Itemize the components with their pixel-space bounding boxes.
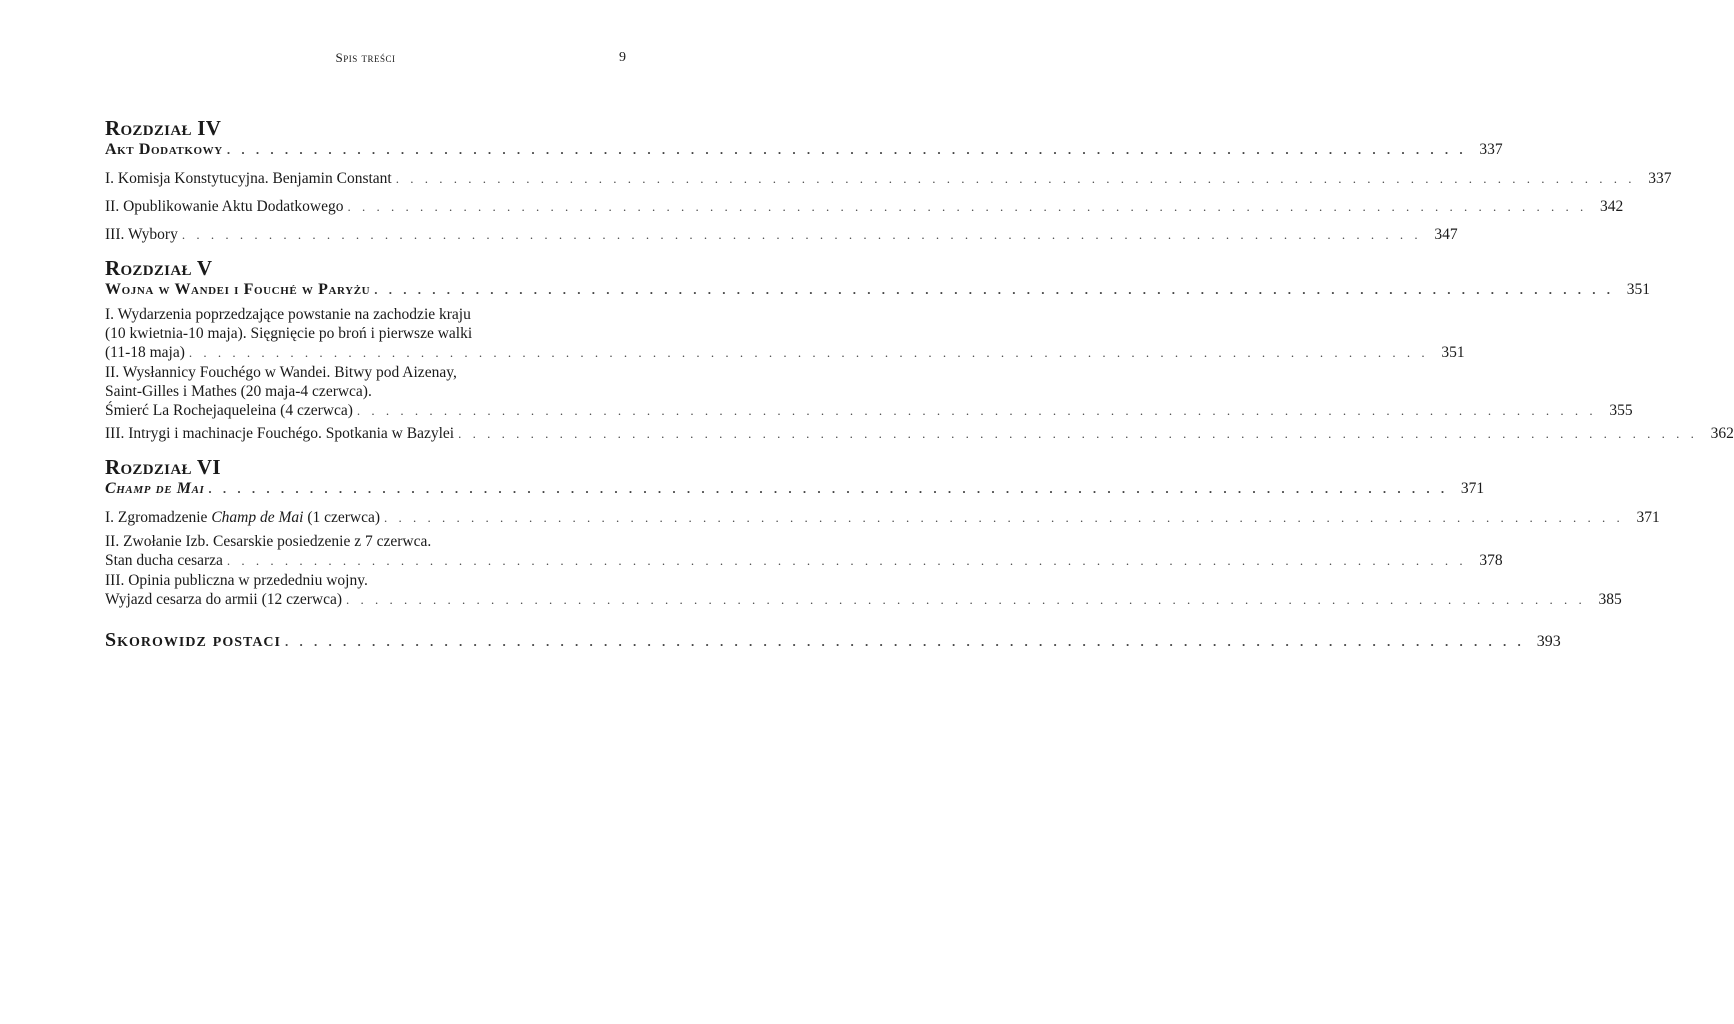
- entry-title-italic: Champ de Mai: [211, 509, 304, 526]
- dot-leader: . . . . . . . . . . . . . . . . . . . . . . . . . . . . . . . . . . . . . . . . . . . . . . . . . . . . . . . . . . . . . . . . . . . . . . . . . . . . . . . . . . . . . .: [226, 553, 1467, 568]
- toc-entry[interactable]: [105, 305, 1465, 362]
- dot-leader: . . . . . . . . . . . . . . . . . . . . . . . . . . . . . . . . . . . . . . . . . . . . . . . . . . . . . . . . . . . . . . . . . . . . . . . . . . . . . . . . . . . . . .: [384, 510, 1624, 525]
- entry-title-line: Śmierć La Rochejaqueleina (4 czerwca): [105, 402, 353, 419]
- toc-entry[interactable]: [105, 508, 1660, 527]
- toc-entry[interactable]: [105, 424, 1734, 443]
- entry-page-number: 337: [1648, 170, 1672, 187]
- entry-page-number: 351: [1626, 281, 1650, 298]
- dot-leader: . . . . . . . . . . . . . . . . . . . . . . . . . . . . . . . . . . . . . . . . . . . . . . . . . . . . . . . . . . . . . . . . . . . . . . . . . . . . . . . . . . . . . .: [181, 227, 1422, 242]
- entry-page-number: 337: [1479, 141, 1503, 158]
- chapter-label: Rozdział VI: [105, 455, 221, 479]
- page-number: 9: [619, 50, 626, 65]
- chapter-6: [105, 455, 1485, 499]
- entry-title: [105, 508, 380, 527]
- dot-leader: . . . . . . . . . . . . . . . . . . . . . . . . . . . . . . . . . . . . . . . . . . . . . . . . . . . . . . . . . . . . . . . . . . . . . . . . . . . . . . . . . . . . . .: [458, 426, 1698, 441]
- entry-page-number: 393: [1536, 633, 1561, 650]
- dot-leader: . . . . . . . . . . . . . . . . . . . . . . . . . . . . . . . . . . . . . . . . . . . . . . . . . . . . . . . . . . . . . . . . . . . . . . . . . . . . . . . . . . . . . .: [395, 171, 1636, 186]
- dot-leader: . . . . . . . . . . . . . . . . . . . . . . . . . . . . . . . . . . . . . . . . . . . . . . . . . . . . . . . . . . . . . . . . . . . . . . . . . . . . . . . . . . . . . .: [226, 142, 1467, 157]
- running-title: Spis treści: [335, 50, 396, 65]
- entry-page-number: 362: [1710, 425, 1734, 442]
- chapter-title-entry[interactable]: [105, 280, 1650, 300]
- chapter-title: Wojna w Wandei i Fouché w Paryżu: [105, 281, 371, 298]
- chapter-title: Akt Dodatkowy: [105, 141, 223, 158]
- entry-page-number: 351: [1441, 344, 1465, 361]
- toc-entry[interactable]: [105, 532, 1503, 570]
- entry-title-line: II. Zwołanie Izb. Cesarskie posiedzenie z 7 czerwca.: [105, 533, 432, 550]
- entry-title-line: Wyjazd cesarza do armii (12 czerwca): [105, 591, 343, 608]
- chapter-label: Rozdział IV: [105, 116, 222, 140]
- entry-title: I. Komisja Konstytucyjna. Benjamin Constant: [105, 170, 392, 187]
- chapter-title: Champ de Mai: [105, 480, 205, 497]
- entry-page-number: 342: [1600, 198, 1624, 215]
- toc-entry[interactable]: [105, 571, 1622, 609]
- toc-entry[interactable]: [105, 169, 1672, 188]
- entry-title-line: (10 kwietnia-10 maja). Sięgnięcie po broń i pierwsze walki: [105, 325, 473, 342]
- entry-title-line: II. Wysłannicy Fouchégo w Wandei. Bitwy pod Aizenay,: [105, 364, 457, 381]
- index-title: Skorowidz postaci: [105, 629, 281, 651]
- entry-title-line: III. Opinia publiczna w przededniu wojny.: [105, 572, 368, 589]
- dot-leader: . . . . . . . . . . . . . . . . . . . . . . . . . . . . . . . . . . . . . . . . . . . . . . . . . . . . . . . . . . . . . . . . . . . . . . . . . . . . . . . . . . . . . .: [285, 634, 1525, 649]
- entry-page-number: 371: [1636, 509, 1660, 526]
- dot-leader: . . . . . . . . . . . . . . . . . . . . . . . . . . . . . . . . . . . . . . . . . . . . . . . . . . . . . . . . . . . . . . . . . . . . . . . . . . . . . . . . . . . . . .: [346, 592, 1586, 607]
- entry-title-line: Saint-Gilles i Mathes (20 maja-4 czerwca).: [105, 383, 372, 400]
- entry-title-line: Stan ducha cesarza: [105, 552, 223, 569]
- entry-title-line: I. Wydarzenia poprzedzające powstanie na zachodzie kraju: [105, 306, 471, 323]
- chapter-5: [105, 256, 1650, 300]
- entry-page-number: 371: [1460, 480, 1485, 497]
- entry-page-number: 347: [1434, 226, 1458, 243]
- entry-title: III. Wybory: [105, 226, 178, 243]
- chapter-label: Rozdział V: [105, 256, 213, 280]
- entry-title-line: (11-18 maja): [105, 344, 185, 361]
- dot-leader: . . . . . . . . . . . . . . . . . . . . . . . . . . . . . . . . . . . . . . . . . . . . . . . . . . . . . . . . . . . . . . . . . . . . . . . . . . . . . . . . . . . . . .: [188, 345, 1429, 360]
- running-header: [105, 50, 626, 70]
- entry-page-number: 385: [1598, 591, 1622, 608]
- entry-title: II. Opublikowanie Aktu Dodatkowego: [105, 198, 344, 215]
- toc-entry[interactable]: [105, 363, 1633, 420]
- dot-leader: . . . . . . . . . . . . . . . . . . . . . . . . . . . . . . . . . . . . . . . . . . . . . . . . . . . . . . . . . . . . . . . . . . . . . . . . . . . . . . . . . . . . . .: [374, 282, 1614, 297]
- chapter-title-entry[interactable]: [105, 479, 1485, 499]
- dot-leader: . . . . . . . . . . . . . . . . . . . . . . . . . . . . . . . . . . . . . . . . . . . . . . . . . . . . . . . . . . . . . . . . . . . . . . . . . . . . . . . . . . . . . .: [347, 199, 1588, 214]
- dot-leader: . . . . . . . . . . . . . . . . . . . . . . . . . . . . . . . . . . . . . . . . . . . . . . . . . . . . . . . . . . . . . . . . . . . . . . . . . . . . . . . . . . . . . .: [208, 481, 1449, 496]
- chapter-4: [105, 116, 1503, 160]
- dot-leader: . . . . . . . . . . . . . . . . . . . . . . . . . . . . . . . . . . . . . . . . . . . . . . . . . . . . . . . . . . . . . . . . . . . . . . . . . . . . . . . . . . . . . .: [356, 403, 1597, 418]
- toc-entry[interactable]: [105, 225, 1458, 244]
- entry-page-number: 355: [1609, 402, 1633, 419]
- entry-page-number: 378: [1479, 552, 1503, 569]
- toc-entry[interactable]: [105, 197, 1624, 216]
- entry-title-text: (1 czerwca): [303, 509, 381, 526]
- chapter-title-entry[interactable]: [105, 140, 1503, 160]
- index-entry[interactable]: [105, 628, 1561, 654]
- entry-title: III. Intrygi i machinacje Fouchégo. Spotkania w Bazylei: [105, 425, 455, 442]
- entry-title-text: I. Zgromadzenie: [105, 509, 212, 526]
